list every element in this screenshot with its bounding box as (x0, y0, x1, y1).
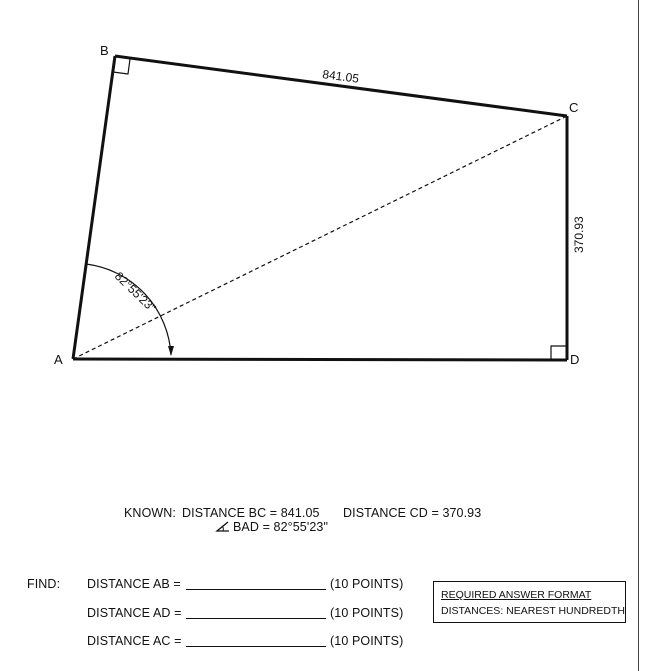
answer-format-box (433, 581, 626, 623)
diagonal-ac (73, 116, 567, 359)
side-ab (73, 56, 115, 359)
side-bc (115, 56, 567, 116)
find-row-ad-points: (10 POINTS) (330, 606, 404, 620)
angle-arrowhead (168, 346, 174, 356)
find-row-ac-points: (10 POINTS) (330, 634, 404, 648)
vertex-label-d: D (570, 352, 580, 367)
answer-format-title: REQUIRED ANSWER FORMAT (441, 589, 592, 601)
known-distance-bc: DISTANCE BC = 841.05 (182, 506, 320, 520)
find-label: FIND: (27, 577, 61, 591)
right-angle-mark-d (551, 346, 567, 360)
vertex-label-a: A (54, 352, 63, 367)
answer-blank-ad[interactable] (186, 618, 326, 619)
find-row-ab-label: DISTANCE AB = (87, 577, 181, 591)
answer-blank-ab[interactable] (186, 589, 326, 590)
angle-bad-label: 82°55'23" (111, 269, 159, 315)
answer-format-line: DISTANCES: NEAREST HUNDREDTH (441, 605, 625, 617)
side-da (73, 359, 567, 360)
vertex-label-b: B (100, 43, 109, 58)
known-angle-bad: BAD = 82°55'23" (233, 520, 328, 534)
answer-blank-ac[interactable] (186, 646, 326, 647)
find-row-ac-label: DISTANCE AC = (87, 634, 182, 648)
find-row-ad-label: DISTANCE AD = (87, 606, 182, 620)
dimension-cd: 370.93 (572, 216, 586, 253)
angle-symbol-icon (215, 521, 230, 533)
known-label: KNOWN: (124, 506, 176, 520)
dimension-bc: 841.05 (321, 67, 360, 86)
vertex-label-c: C (569, 100, 579, 115)
known-distance-cd: DISTANCE CD = 370.93 (343, 506, 482, 520)
find-row-ab-points: (10 POINTS) (330, 577, 404, 591)
